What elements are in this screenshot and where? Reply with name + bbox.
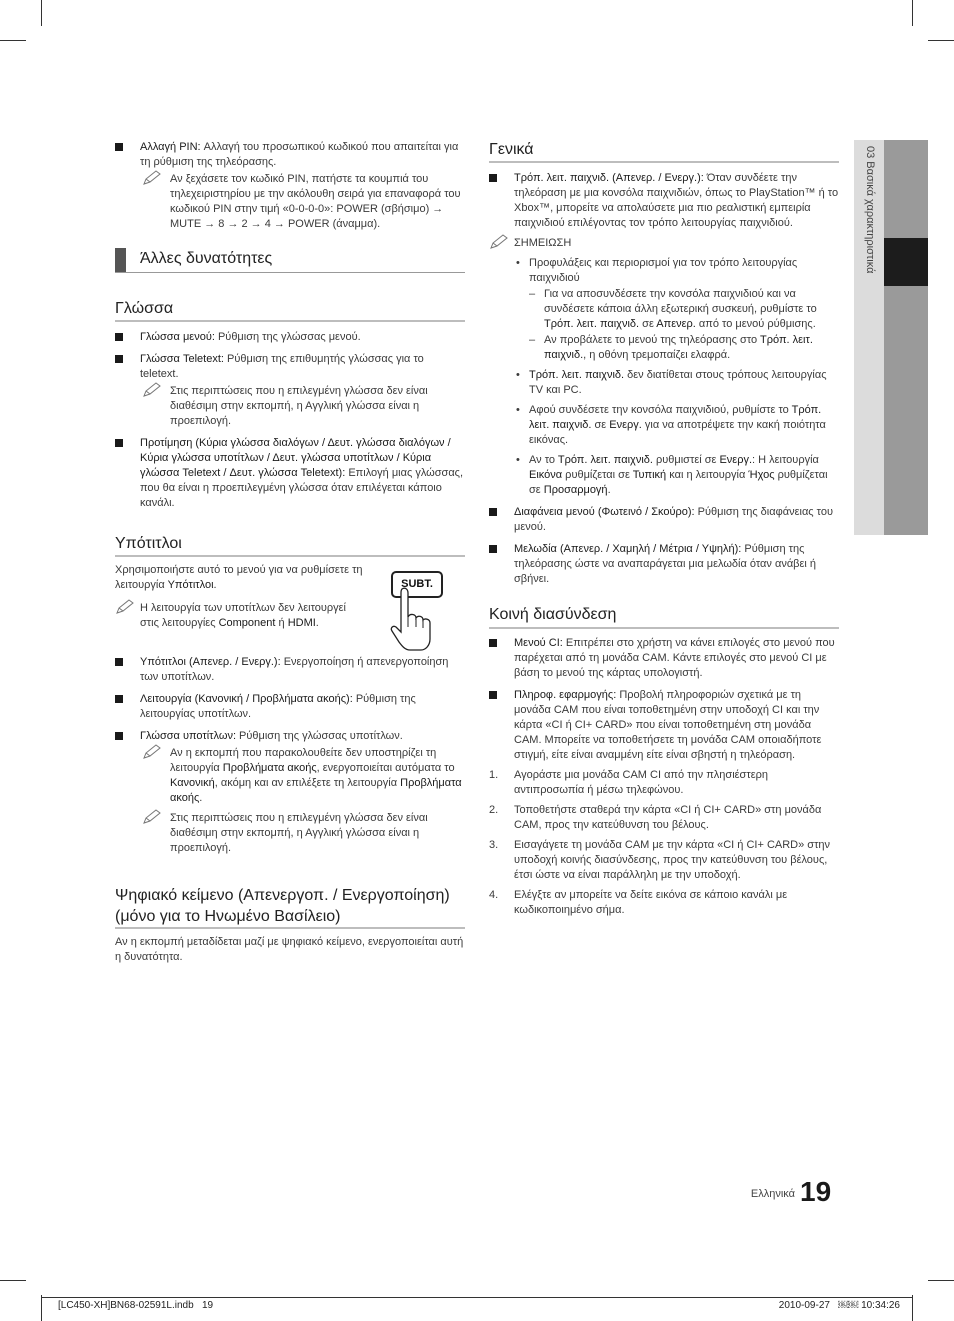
bullet-square [115, 333, 123, 341]
digital-text-title: Ψηφιακό κείμενο (Απενεργοπ. / Ενεργοποίηση) (μόνο για το Ηνωμένο Βασίλειο) [115, 887, 450, 925]
connect-text: Αφού συνδέσετε την κονσόλα παιχνιδιού, ρυθμίστε το [529, 404, 792, 416]
sound-term: Ήχος [748, 469, 775, 481]
note-heading [489, 236, 839, 251]
subtitles-note-end: . [315, 617, 319, 629]
side-tab-active [884, 238, 928, 286]
general-title: Γενικά [489, 141, 534, 158]
crop-mark [912, 1295, 913, 1321]
subtitle-mode-item [115, 692, 465, 722]
app-info-item [489, 688, 839, 763]
teletext-language-item [115, 352, 465, 382]
hearing-term-2: Προβλήματα ακοής [170, 777, 462, 804]
pin-note [115, 172, 465, 232]
ci-step-2 [489, 803, 839, 833]
preference-item [115, 436, 465, 511]
game-on-end: . [607, 484, 611, 496]
subtitle-language-text: Ρύθμιση της γλώσσας υποτίτλων. [236, 730, 403, 742]
menu-language-item [115, 330, 465, 345]
common-interface-section [489, 636, 839, 918]
hearing-note [115, 746, 465, 806]
melody-label: Μελωδία (Απενερ. / Χαμηλή / Μέτρια / Υψηλή): [514, 543, 742, 555]
pin-note-text: Αν ξεχάσετε τον κωδικό PIN, πατήστε τα κουμπιά του τηλεχειριστηρίου με την ακόλουθη σειρά για επαναφορά του κωδικού PIN στην τιμή «0-0-0-0»: POWER (σβήσιμο) → MUTE → 8 → 2 → 4 → POWER (άναμμα). [170, 173, 461, 230]
bullet-square [489, 174, 497, 182]
game-mode-term: Τρόπ. λειτ. παιχνιδ. [529, 369, 625, 381]
note-pencil-icon [142, 809, 162, 825]
menu-language-text: Ρύθμιση της γλώσσας μενού. [214, 331, 361, 343]
ci-step-3 [489, 838, 839, 883]
hearing-note-text-2: , ενεργοποιείται αυτόματα το [316, 762, 455, 774]
crop-mark [928, 40, 954, 41]
picture-term: Εικόνα [529, 469, 563, 481]
teletext-note-text: Στις περιπτώσεις που η επιλεγμένη γλώσσα δεν είναι διαθέσιμη στην εκπομπή, η Αγγλική γλώσσα είναι η προεπιλογή. [170, 385, 428, 427]
divider [115, 272, 465, 273]
disconnect-text-2: σε [639, 318, 657, 330]
step-number: 1. [489, 769, 499, 781]
off-term: Απενερ. [656, 318, 696, 330]
subtitles-note-or: ή [275, 617, 288, 629]
bullet-square [489, 508, 497, 516]
ci-menu-item [489, 636, 839, 681]
footer-date: 2010-09-27 ￼￼ 10:34:26 [778, 1300, 900, 1311]
on-term: Ενεργ. [609, 419, 642, 431]
side-tab-label: 03 Βασικά χαρακτηριστικά [864, 146, 876, 274]
divider [489, 627, 839, 629]
ci-step-4 [489, 888, 839, 918]
divider [489, 161, 839, 163]
crop-mark [0, 40, 26, 41]
subtitle-language-label: Γλώσσα υποτίτλων: [140, 730, 236, 742]
melody-item [489, 542, 839, 587]
game-mode-term: Τρόπ. λειτ. παιχνιδ. [544, 318, 640, 330]
step-text: Εισαγάγετε τη μονάδα CAM με την κάρτα «CI ή CI+ CARD» στην υποδοχή κοινής διασύνδεσης, προς την κατεύθυνση του βέλους, έτσι ώστε να είναι παράλληλη με την υποδοχή. [514, 839, 831, 881]
language-section [115, 330, 465, 511]
step-text: Αγοράστε μια μονάδα CAM CI από την πλησιέστερη αντιπροσωπία ή μέσω τηλεφώνου. [514, 769, 768, 796]
crop-mark [41, 0, 42, 26]
teletext-note [115, 384, 465, 429]
bullet-square [489, 545, 497, 553]
on-term: Ενεργ. [719, 454, 753, 466]
tvpc-text: δεν διατίθεται στους τρόπους λειτουργίας TV και PC. [529, 369, 827, 396]
dash-marker: – [529, 334, 536, 346]
normal-term: Κανονική [170, 777, 215, 789]
divider [115, 555, 465, 557]
divider [115, 320, 465, 322]
game-on-text-5: και η λειτουργία [666, 469, 749, 481]
component-term: Component [218, 617, 276, 629]
subtitles-intro-end: . [213, 579, 217, 591]
hearing-note-text: Αν η εκπομπή που παρακολουθείτε δεν υποστηρίζει τη λειτουργία [170, 747, 437, 774]
subtitle-mode-text: Ρύθμιση της λειτουργίας υποτίτλων. [140, 693, 416, 720]
melody-text: Ρύθμιση της τηλεόρασης ώστε να αναπαράγεται μια μελωδία όταν ανάβει ή σβήνει. [514, 543, 817, 585]
connect-console-bullet [489, 403, 839, 448]
tvpc-bullet [489, 368, 839, 398]
crop-mark [912, 0, 913, 26]
standard-term: Τυπική [632, 469, 667, 481]
bullet-dot: • [516, 257, 520, 269]
bullet-dot: • [516, 404, 520, 416]
common-interface-title: Κοινή διασύνδεση [489, 606, 617, 623]
pin-item [115, 140, 465, 170]
game-on-text-3: : Η λειτουργία [752, 454, 819, 466]
game-mode-label: Τρόπ. λειτ. παιχνιδ. (Απενερ. / Ενεργ.): [514, 172, 704, 184]
pin-label: Αλλαγή PIN: [140, 141, 201, 153]
game-on-text-2: ρυθμιστεί σε [652, 454, 720, 466]
pin-text: Αλλαγή του προσωπικού κωδικού που απαιτείται για τη ρύθμιση της τηλεόρασης. [140, 141, 459, 168]
subtitles-onoff-item [115, 655, 465, 685]
subtitles-section [115, 655, 465, 856]
bullet-square [489, 639, 497, 647]
disconnect-text: Για να αποσυνδέσετε την κονσόλα παιχνιδιού και να συνδέσετε κάποια άλλη εξωτερική συσκευή, ρυθμίστε το [544, 288, 817, 315]
custom-term: Προσαρμογή [543, 484, 608, 496]
bullet-square [115, 732, 123, 740]
side-tab-gray [884, 140, 928, 535]
note-pencil-icon [142, 744, 162, 760]
subtitles-onoff-text: Ενεργοποίηση ή απενεργοποίηση των υποτίτλων. [140, 656, 449, 683]
footer-language: Ελληνικά [750, 1188, 795, 1200]
pointing-hand-icon [388, 587, 445, 652]
hdmi-term: HDMI [287, 617, 316, 629]
subtitle-language-item [115, 729, 465, 744]
preference-text: Επιλογή μιας γλώσσας, που θα είναι η προεπιλεγμένη γλώσσα όταν επιλέγεται κάποιο κανάλι. [140, 467, 464, 509]
bullet-dot: • [516, 369, 520, 381]
subtitles-note [115, 601, 365, 631]
ci-menu-text: Επιτρέπει στο χρήστη να κάνει επιλογές στο μενού που παρέχεται από τη μονάδα CAM. Κάντε επιλογές στο μενού CI με βάση το μενού της κάρτας υπολογιστή. [514, 637, 835, 679]
subtitle-language-note-text: Στις περιπτώσεις που η επιλεγμένη γλώσσα δεν είναι διαθέσιμη στην εκπομπή, η Αγγλική γλώσσα είναι η προεπιλογή. [170, 812, 428, 854]
subtitles-title: Υπότιτλοι [115, 535, 182, 552]
menu-language-label: Γλώσσα μενού: [140, 331, 215, 343]
bullet-square [115, 658, 123, 666]
teletext-language-text: Ρύθμιση της επιθυμητής γλώσσας για το teletext. [140, 353, 424, 380]
subtitles-intro [115, 563, 365, 593]
connect-text-2: σε [591, 419, 610, 431]
crop-mark [0, 1280, 26, 1281]
subtitles-intro-text: Χρησιμοποιήστε αυτό το μενού για να ρυθμίσετε τη λειτουργία [115, 564, 363, 591]
hearing-note-text-3: , ακόμη και αν επιλέξετε τη λειτουργία [214, 777, 401, 789]
ci-step-1 [489, 768, 839, 798]
bullet-square [115, 695, 123, 703]
menu-transparency-item [489, 505, 839, 535]
game-on-bullet [489, 453, 839, 498]
hearing-note-end: . [199, 792, 203, 804]
note-heading-text: ΣΗΜΕΙΩΣΗ [514, 237, 572, 249]
crop-mark [41, 1295, 42, 1321]
note-pencil-icon [115, 599, 135, 615]
connect-text-3: για να αποτρέψετε την κακή ποιότητα εικόνας. [529, 419, 826, 446]
game-mode-term: Τρόπ. λειτ. παιχνιδ. [557, 454, 653, 466]
section-marker [115, 248, 126, 272]
game-mode-text: Όταν συνδέετε την τηλεόραση με μια κονσόλα παιχνιδιών, όπως το PlayStation™ ή το Xbox™, μπορείτε να απολαύσετε μια πιο ρεαλιστική εμπειρία παιχνιδιού επιλέγοντας τον τρόπο λειτουργίας παιχνιδιού. [514, 172, 839, 229]
ci-menu-label: Μενού CI: [514, 637, 563, 649]
step-number: 2. [489, 804, 499, 816]
game-on-text: Αν το [529, 454, 558, 466]
step-text: Τοποθετήστε σταθερά την κάρτα «CI ή CI+ CARD» στη μονάδα CAM, προς την κατεύθυνση του βέλους. [514, 804, 822, 831]
digital-text-body: Αν η εκπομπή μεταδίδεται μαζί με ψηφιακό κείμενο, ενεργοποιείται αυτή η δυνατότητα. [115, 936, 464, 963]
hearing-term: Προβλήματα ακοής [222, 762, 317, 774]
flicker-dash-item [489, 333, 839, 363]
game-mode-term: Τρόπ. λειτ. παιχνιδ. [544, 334, 813, 361]
teletext-language-label: Γλώσσα Teletext: [140, 353, 224, 365]
step-number: 3. [489, 839, 499, 851]
bullet-dot: • [516, 454, 520, 466]
subt-remote-illustration [388, 569, 445, 652]
note-pencil-icon [489, 234, 509, 250]
language-title: Γλώσσα [115, 300, 174, 317]
subtitle-language-note [115, 811, 465, 856]
footer-line [41, 1297, 912, 1298]
page-number: 19 [800, 1176, 832, 1207]
subtitles-note-text: Η λειτουργία των υποτίτλων δεν λειτουργεί στις λειτουργίες [140, 602, 347, 629]
note-pencil-icon [142, 170, 162, 186]
bullet-square [489, 691, 497, 699]
left-column [115, 140, 465, 232]
bullet-square [115, 355, 123, 363]
game-mode-item [489, 171, 839, 231]
bullet-square [115, 439, 123, 447]
flicker-text-2: , η οθόνη τρεμοπαίζει ελαφρά. [583, 349, 731, 361]
disconnect-dash-item [489, 287, 839, 332]
step-number: 4. [489, 889, 499, 901]
subtitles-note-body [115, 601, 365, 631]
subtitles-onoff-label: Υπότιτλοι (Απενερ. / Ενεργ.): [140, 656, 281, 668]
other-features-title: Άλλες δυνατότητες [140, 250, 273, 267]
subtitle-mode-label: Λειτουργία (Κανονική / Προβλήματα ακοής): [140, 693, 353, 705]
subtitles-intro-term: Υπότιτλοι [167, 579, 214, 591]
footer-file: [LC450-XH]BN68-02591L.indb 19 [58, 1300, 214, 1311]
game-on-text-4: ρυθμίζεται σε [562, 469, 633, 481]
game-mode-term: Τρόπ. λειτ. παιχνιδ. [529, 404, 822, 431]
note-pencil-icon [142, 382, 162, 398]
crop-mark [928, 1280, 954, 1281]
bullet-square [115, 143, 123, 151]
preference-label: Προτίμηση (Κύρια γλώσσα διαλόγων / Δευτ. γλώσσα διαλόγων / Κύρια γλώσσα υποτίτλων / Δευτ. γλώσσα υποτίτλων / Κύρια γλώσσα Teletext / Δευτ. γλώσσα Teletext): [140, 437, 451, 479]
app-info-label: Πληροφ. εφαρμογής: [514, 689, 617, 701]
app-info-text: Προβολή πληροφοριών σχετικά με τη μονάδα CAM που είναι τοποθετημένη στην υποδοχή CI και την κάρτα «CI ή CI+ CARD» που είναι τοποθετημένη στη μονάδα CAM. Μπορείτε να τοποθετήσετε τη μονάδα CAM οποιαδήποτε στιγμή, είτε είναι αναμμένη είτε είναι σβηστή η τηλεόραση. [514, 689, 822, 761]
menu-transparency-label: Διαφάνεια μενού (Φωτεινό / Σκούρο): [514, 506, 695, 518]
general-section [489, 171, 839, 587]
disconnect-text-3: από το μενού ρύθμισης. [695, 318, 816, 330]
menu-transparency-text: Ρύθμιση της διαφάνειας του μενού. [514, 506, 833, 533]
divider [115, 927, 465, 929]
step-text: Ελέγξτε αν μπορείτε να δείτε εικόνα σε κάποιο κανάλι με κωδικοποιημένο σήμα. [514, 889, 788, 916]
subt-button: SUBT. [391, 571, 443, 598]
dash-marker: – [529, 288, 536, 300]
game-caution-bullet [489, 256, 839, 286]
game-on-text-6: ρυθμίζεται σε [529, 469, 828, 496]
game-caution-text: Προφυλάξεις και περιορισμοί για τον τρόπο λειτουργίας παιχνιδιού [529, 257, 798, 284]
flicker-text: Αν προβάλετε το μενού της τηλεόρασης στο [544, 334, 760, 346]
